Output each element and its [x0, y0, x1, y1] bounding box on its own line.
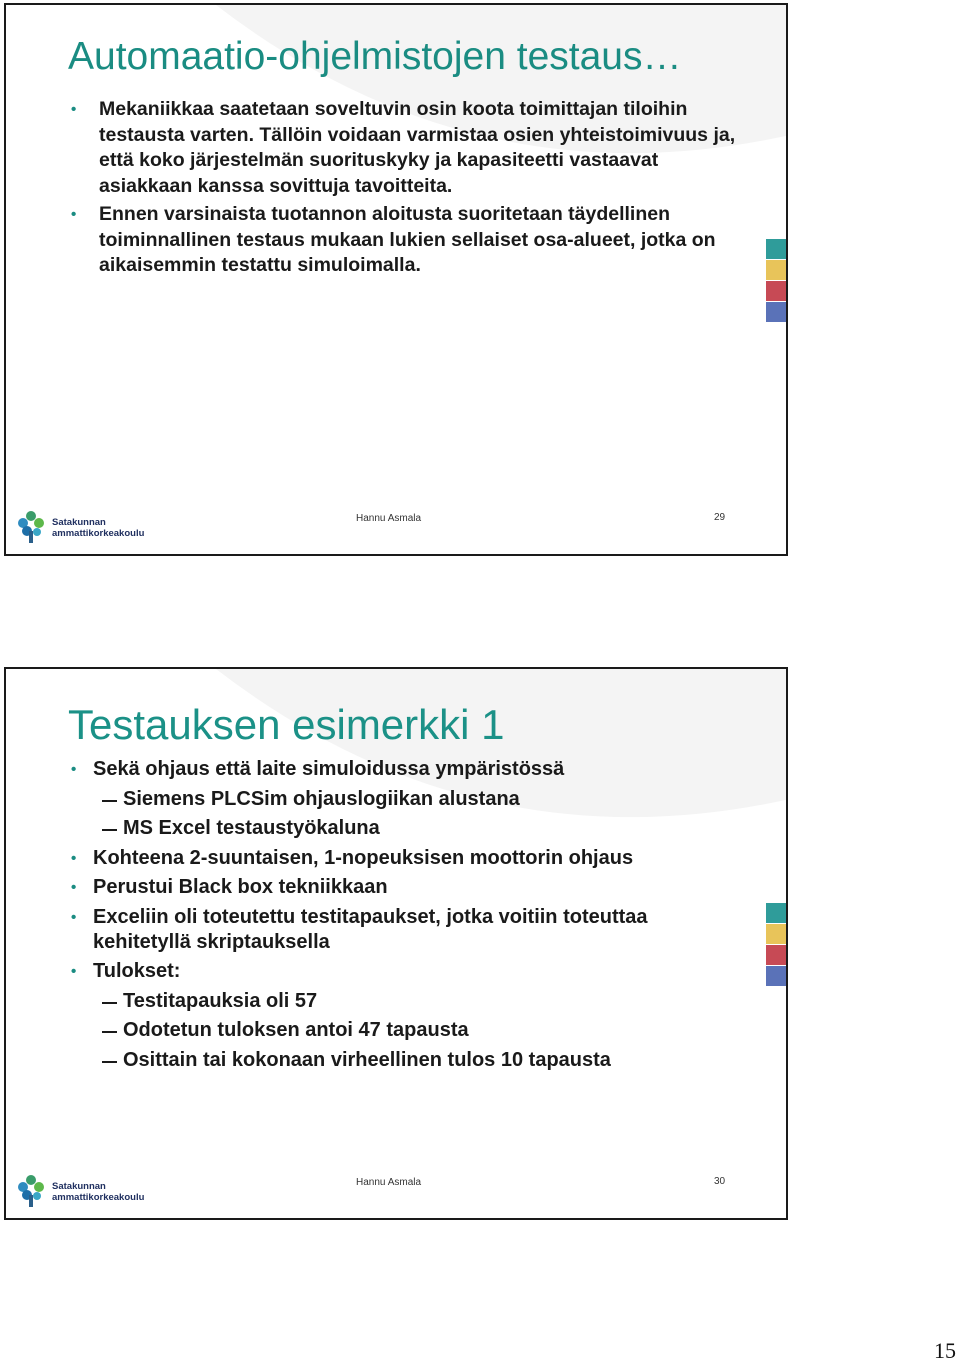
- bullet-item: • Tulokset:: [66, 959, 746, 984]
- accent-blue: [766, 302, 786, 322]
- accent-teal: [766, 903, 786, 923]
- sub-bullet-item: Testitapauksia oli 57: [66, 989, 746, 1014]
- document-page-number: 15: [934, 1338, 956, 1363]
- accent-teal: [766, 239, 786, 259]
- tree-logo-icon: [14, 509, 48, 545]
- accent-blue: [766, 966, 786, 986]
- footer-author: Hannu Asmala: [356, 513, 422, 524]
- sub-bullet-item: Odotetun tuloksen antoi 47 tapausta: [66, 1018, 746, 1043]
- logo-text: Satakunnan ammattikorkeakoulu: [52, 517, 145, 539]
- bullet-item: • Ennen varsinaista tuotannon aloitusta suoritetaan täydellinen toiminnallinen testaus mukaan lukien sellaiset osa-alueet, jotka on aikaisemmin testattu simuloimalla.: [66, 202, 746, 279]
- accent-yellow: [766, 924, 786, 944]
- bullet-item: • Exceliin oli toteutettu testitapaukset, jotka voitiin toteuttaa kehitetyllä skriptauksella: [66, 905, 746, 955]
- logo-text: Satakunnan ammattikorkeakoulu: [52, 1181, 145, 1203]
- bullet-list: [66, 97, 746, 282]
- accent-yellow: [766, 260, 786, 280]
- bullet-item: • Mekaniikkaa saatetaan soveltuvin osin koota toimittajan tiloihin testausta varten. Tällöin voidaan varmistaa osien yhteistoimivuus ja, että koko järjestelmän suorituskyky ja kapasiteetti vastaavat asiakkaan kanssa sovittuja tavoitteita.: [66, 97, 746, 199]
- tree-logo-icon: [14, 1173, 48, 1209]
- slide-number: 29: [714, 512, 726, 523]
- sub-bullet-item: Siemens PLCSim ohjauslogiikan alustana: [66, 787, 746, 812]
- slide-29: [4, 3, 788, 556]
- slide-30: [4, 667, 788, 1220]
- accent-color-bar: [766, 903, 786, 987]
- bullet-item: • Perustui Black box tekniikkaan: [66, 875, 746, 900]
- accent-red: [766, 945, 786, 965]
- samk-logo: [14, 1173, 145, 1214]
- sub-bullet-item: Osittain tai kokonaan virheellinen tulos 10 tapausta: [66, 1048, 746, 1073]
- bullet-item: • Kohteena 2-suuntaisen, 1-nopeuksisen moottorin ohjaus: [66, 846, 746, 871]
- slide-number: 30: [714, 1176, 726, 1187]
- slide-title: Testauksen esimerkki 1: [68, 701, 505, 748]
- sub-bullet-item: MS Excel testaustyökaluna: [66, 816, 746, 841]
- slide-title: Automaatio-ohjelmistojen testaus…: [68, 35, 682, 78]
- accent-red: [766, 281, 786, 301]
- footer-author: Hannu Asmala: [356, 1177, 422, 1188]
- accent-color-bar: [766, 239, 786, 323]
- bullet-list: [66, 757, 746, 1077]
- samk-logo: [14, 509, 145, 550]
- bullet-item: • Sekä ohjaus että laite simuloidussa ympäristössä: [66, 757, 746, 782]
